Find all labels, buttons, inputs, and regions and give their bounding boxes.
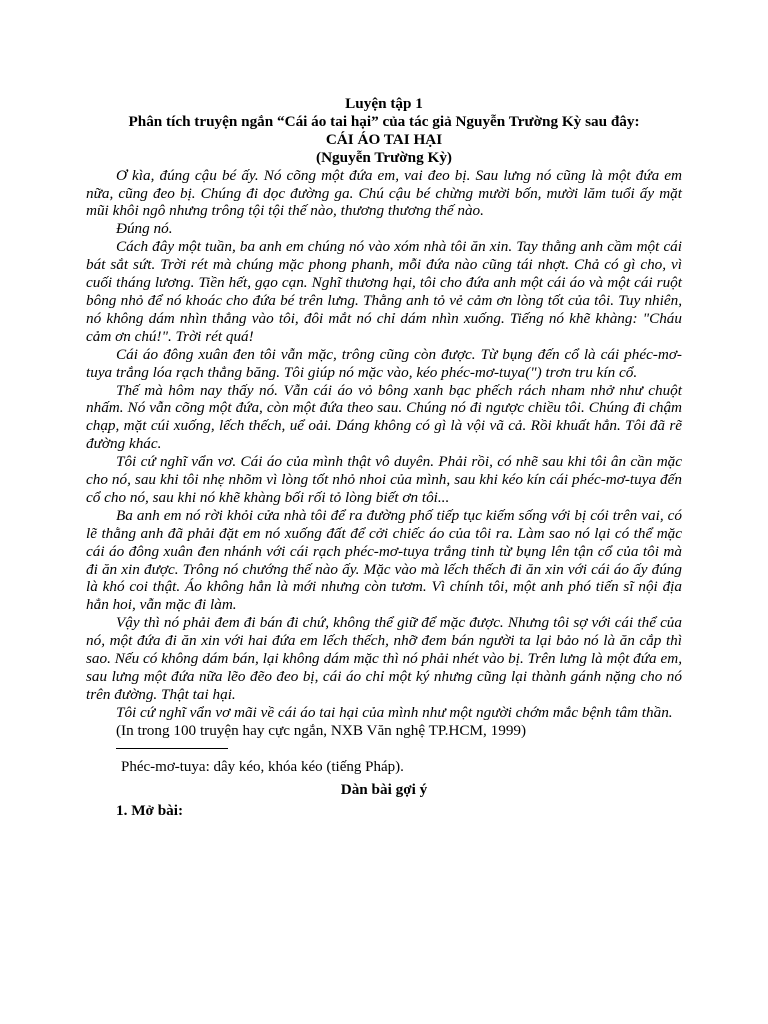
- section-heading: 1. Mở bài:: [116, 802, 184, 820]
- story-title: CÁI ÁO TAI HẠI: [325, 130, 443, 148]
- exercise-title: Luyện tập 1: [345, 95, 423, 112]
- story-paragraph: Cái áo đông xuân đen tôi vẫn mặc, trông cũng còn được. Từ bụng đến cổ là cái phéc-mơ-tuya trắng lóa rạch thẳng băng. Tôi giúp nó mặc vào, kéo phéc-mơ-tuya(") trơn tru kín cổ.: [86, 345, 682, 381]
- document-content: [86, 95, 682, 820]
- task-statement: Phân tích truyện ngắn “Cái áo tai hại” của tác giả Nguyễn Trường Kỳ sau đây:: [128, 112, 640, 130]
- footnote-divider: [116, 748, 228, 749]
- story-paragraph: Thế mà hôm nay thấy nó. Vẫn cái áo vỏ bông xanh bạc phếch rách nham nhở như chuột nhấm. Nó vẫn cõng một đứa, còn một đứa theo sau. Chúng nó đi ngược chiều tôi. Chúng đi chậm chạp, mặt cúi xuống, lếch thếch, uể oải. Dáng không có gì là vội vã cả. Rồi khuất hẳn. Tôi đã rẽ đường khác.: [86, 381, 682, 453]
- story-paragraph: Tôi cứ nghĩ vẩn vơ mãi về cái áo tai hại của mình như một người chớm mắc bệnh tâm thần.: [116, 703, 673, 721]
- story-paragraph: Tôi cứ nghĩ vẩn vơ. Cái áo của mình thật vô duyên. Phải rồi, có nhẽ sau khi tôi ân cần mặc cho nó, sau khi tôi nhẹ nhõm vì lòng tốt nhỏ nhoi của mình, sau khi kéo kín cái phéc-mơ-tuya đến cổ cho nó, sau khi nó khẽ khàng bối rối tỏ lòng biết ơn tôi...: [86, 453, 682, 506]
- story-paragraph: Ba anh em nó rời khỏi cửa nhà tôi để ra đường phố tiếp tục kiếm sống với bị cói trên vai, có lẽ thằng anh đã phải đặt em nó xuống đất để cởi chiếc áo của tôi ra. Làm sao nó lại có thể mặc cái áo đông xuân đen nhánh với cái rạch phéc-mơ-tuya trắng tinh từ bụng lên tận cổ của tôi mà đi ăn xin được. Trông nó chướng thế nào ấy. Mặc vào mà lếch thếch đi ăn xin với cái áo ấy đúng là khó coi thật. Áo không hẳn là mới nhưng còn tươm. Vì chính tôi, một anh phó tiến sĩ nội địa hẳn hoi, vẫn mặc đi làm.: [86, 506, 682, 614]
- story-paragraph: Đúng nó.: [116, 220, 173, 238]
- story-author: (Nguyễn Trường Kỳ): [316, 148, 452, 166]
- outline-heading: Dàn bài gợi ý: [340, 780, 428, 798]
- story-paragraph: Cách đây một tuần, ba anh em chúng nó vào xóm nhà tôi ăn xin. Tay thằng anh cầm một cái bát sắt sứt. Trời rét mà chúng mặc phong phanh, mỗi đứa nào cũng tái nhợt. Chả có gì cho, vì cuối tháng lương. Tiền hết, gạo cạn. Nghĩ thương hại, tôi cho đứa anh một cái áo và một cái ruột bông nhỏ để nó khoác cho đứa bé trên lưng. Thằng anh tỏ vẻ cảm ơn lòng tốt của tôi. Tuy nhiên, nó không dám nhìn thẳng vào tôi, đôi mắt nó chỉ dám nhìn xuống. Tiếng nó khẽ khàng: "Cháu cảm ơn chú!". Trời rét quá!: [86, 238, 682, 345]
- source-citation: (In trong 100 truyện hay cực ngắn, NXB Văn nghệ TP.HCM, 1999): [116, 721, 527, 739]
- footnote: Phéc-mơ-tuya: dây kéo, khóa kéo (tiếng Pháp).: [121, 758, 404, 775]
- story-paragraph: Vậy thì nó phải đem đi bán đi chứ, không thể giữ để mặc được. Nhưng tôi sợ với cái thể của nó, một đứa đi ăn xin với hai đứa em lếch thếch, nhỡ đem bán người ta lại bảo nó là ăn cắp thì sao. Nếu có không dám bán, lại không dám mặc thì nó phải nhét vào bị. Trên lưng là một đứa em, sau lưng một đứa nữa lẽo đẽo đeo bị, cái áo chỉ một ký nhưng cũng lại thành gánh nặng cho nó trên đường. Thật tai hại.: [86, 614, 682, 703]
- story-paragraph: Ơ kìa, đúng cậu bé ấy. Nó cõng một đứa em, vai đeo bị. Sau lưng nó cũng là một đứa em nữa, cũng đeo bị. Chúng đi dọc đường ga. Chú cậu bé chừng mười bốn, mười lăm tuổi ấy mặt mũi khôi ngô nhưng trông tội tội thế nào, thương thương thế nào.: [86, 166, 682, 220]
